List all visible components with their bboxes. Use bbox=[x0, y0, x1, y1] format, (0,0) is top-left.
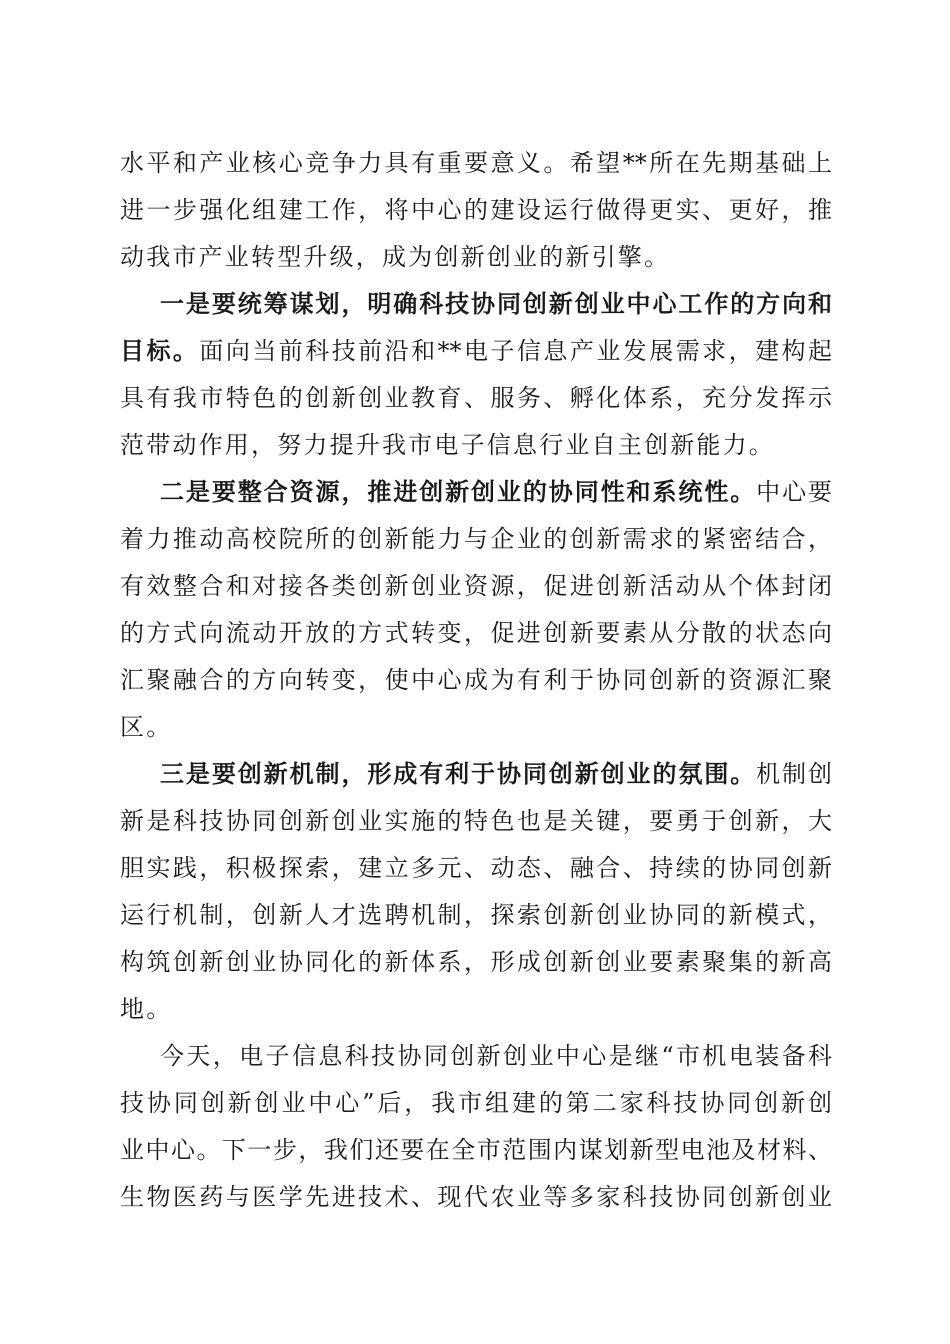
text-line: 构筑创新创业协同化的新体系，形成创新创业要素聚集的新高 bbox=[120, 948, 832, 976]
text-line: 运行机制，创新人才选聘机制，探索创新创业协同的新模式， bbox=[120, 901, 832, 929]
text-line bbox=[160, 284, 832, 324]
text-line: 地。 bbox=[120, 995, 173, 1023]
text-line: 着力推动高校院所的创新能力与企业的创新需求的紧密结合， bbox=[120, 525, 832, 553]
text-run: 中心要 bbox=[756, 478, 833, 506]
text-line: 生物医药与医学先进技术、现代农业等多家科技协同创新创业 bbox=[120, 1183, 832, 1211]
text-line: 技协同创新创业中心”后，我市组建的第二家科技协同创新创 bbox=[120, 1089, 832, 1117]
text-line: 具有我市特色的创新创业教育、服务、孵化体系，充分发挥示 bbox=[120, 384, 832, 412]
emphasis-heading: 一是要统筹谋划，明确科技协同创新创业中心工作的方向和 bbox=[160, 289, 832, 318]
text-line: 新是科技协同创新创业实施的特色也是关键，要勇于创新，大 bbox=[120, 807, 832, 835]
text-line: 今天，电子信息科技协同创新创业中心是继“市机电装备科 bbox=[160, 1042, 832, 1070]
text-line: 动我市产业转型升级，成为创新创业的新引擎。 bbox=[120, 243, 671, 271]
text-line: 汇聚融合的方向转变，使中心成为有利于协同创新的资源汇聚 bbox=[120, 666, 832, 694]
text-run: 机制创 bbox=[756, 760, 833, 788]
text-line: 进一步强化组建工作，将中心的建设运行做得更实、更好，推 bbox=[120, 196, 832, 224]
emphasis-heading: 三是要创新机制，形成有利于协同创新创业的氛围。 bbox=[160, 759, 757, 788]
emphasis-heading: 目标。 bbox=[120, 336, 200, 365]
text-run: 面向当前科技前沿和**电子信息产业发展需求，建构起 bbox=[199, 337, 833, 365]
text-line: 胆实践，积极探索，建立多元、动态、融合、持续的协同创新 bbox=[120, 854, 832, 882]
text-line: 水平和产业核心竞争力具有重要意义。希望**所在先期基础上 bbox=[120, 149, 832, 177]
text-line: 区。 bbox=[120, 713, 173, 741]
text-line: 范带动作用，努力提升我市电子信息行业自主创新能力。 bbox=[120, 431, 775, 459]
text-line: 业中心。下一步，我们还要在全市范围内谋划新型电池及材料、 bbox=[120, 1136, 832, 1164]
text-line: 有效整合和对接各类创新创业资源，促进创新活动从个体封闭 bbox=[120, 572, 832, 600]
text-line bbox=[160, 754, 832, 794]
emphasis-heading: 二是要整合资源，推进创新创业的协同性和系统性。 bbox=[160, 477, 757, 506]
text-line bbox=[160, 472, 832, 512]
text-line: 的方式向流动开放的方式转变，促进创新要素从分散的状态向 bbox=[120, 619, 832, 647]
text-line bbox=[120, 331, 832, 371]
